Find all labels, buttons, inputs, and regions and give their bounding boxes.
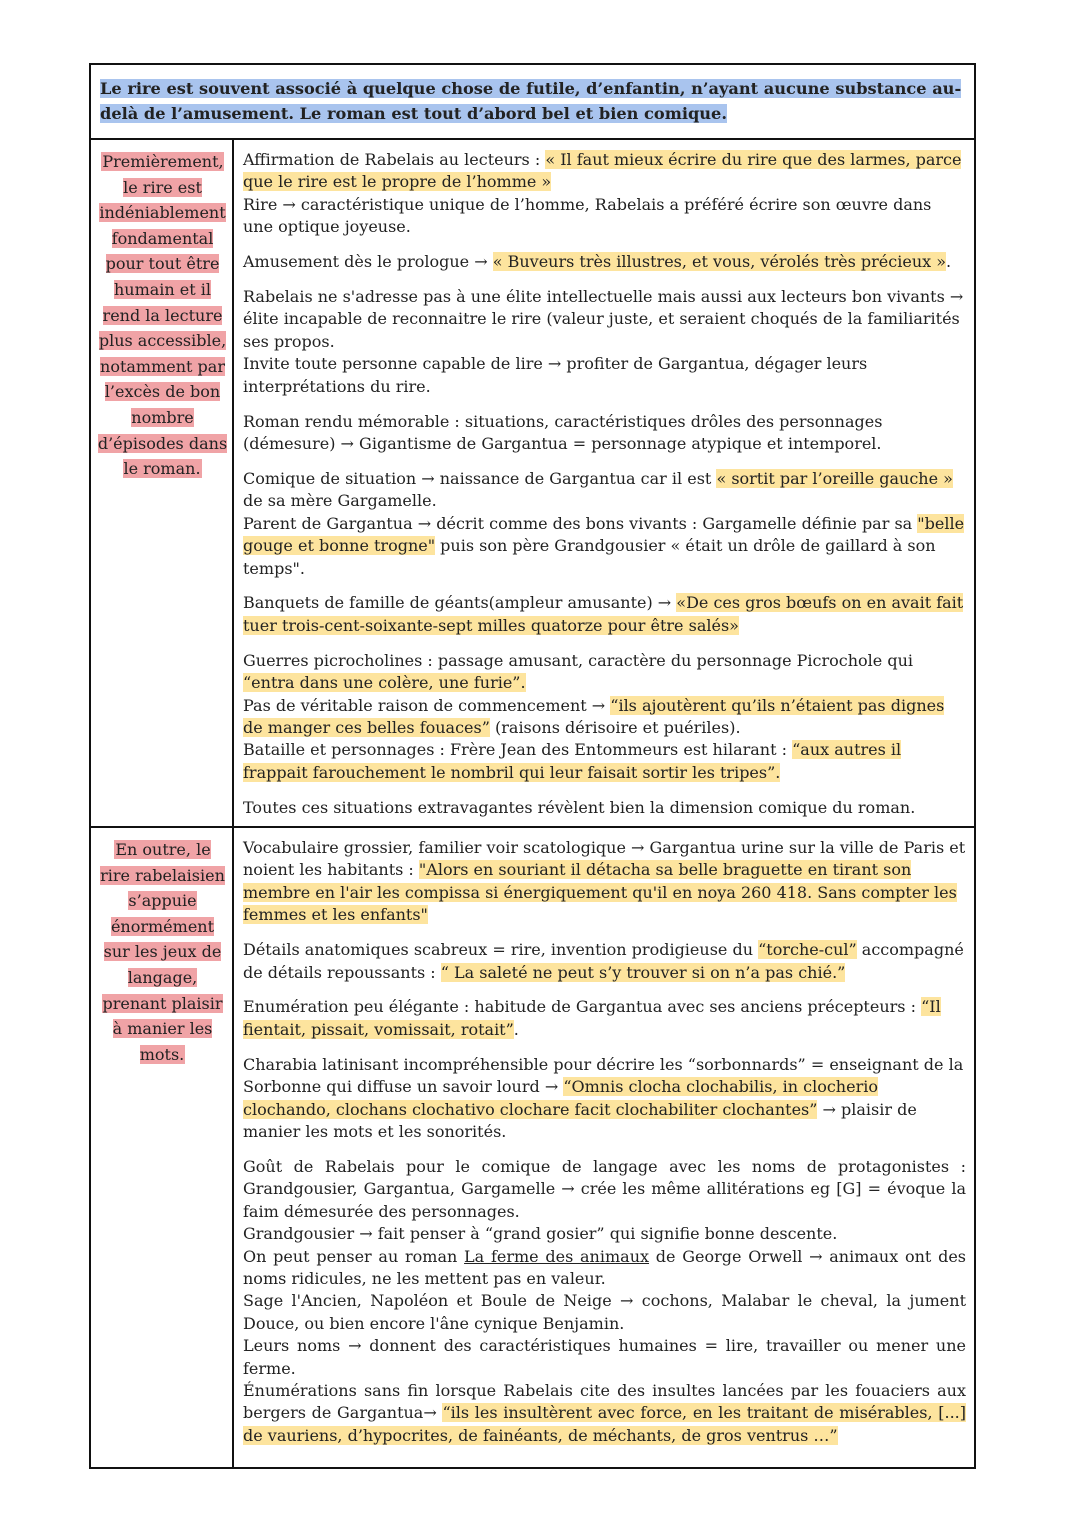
quote: “Omnis clocha clochabilis, in clocherio clochando, clochans clochativo clochare facit clochabiliter clochantes” xyxy=(243,1077,878,1119)
quote: « Il faut mieux écrire du rire que des larmes, parce que le rire est le propre de l’homme » xyxy=(243,150,962,192)
paragraph xyxy=(243,592,966,637)
text: Pas de véritable raison de commencement → xyxy=(243,695,611,715)
section1-content xyxy=(234,140,974,826)
quote: “entra dans une colère, une furie”. xyxy=(243,673,526,693)
quote: “ils ajoutèrent qu’ils n’étaient pas dignes de manger ces belles fouaces” xyxy=(243,695,945,737)
text: Banquets de famille de géants(ampleur amusante) → xyxy=(243,593,677,613)
text: Parent de Gargantua → décrit comme des bons vivants : Gargamelle définie par sa xyxy=(243,513,918,533)
text: . xyxy=(946,252,952,272)
text: Rabelais ne s'adresse pas à une élite intellectuelle mais aussi aux lecteurs bon vivants → élite incapable de reconnaitre le rire (valeur juste, et seraient choqués de la familiarités ses propos. xyxy=(243,287,964,351)
paragraph xyxy=(243,939,966,984)
paragraph xyxy=(243,411,966,456)
paragraph xyxy=(243,251,966,273)
text: Roman rendu mémorable : situations, caractéristiques drôles des personnages (démesure) → Gigantisme de Gargantua = personnage atypique et intemporel. xyxy=(243,411,883,453)
quote: “ils les insultèrent avec force, en les traitant de misérables, [...] de vauriens, d’hypocrites, de fainéants, de méchants, de gros ventrus …” xyxy=(243,1403,966,1445)
text: Leurs noms → donnent des caractéristiques humaines = lire, travailler ou mener une ferme. xyxy=(243,1336,966,1378)
text: Charabia latinisant incompréhensible pour décrire les “sorbonnards” = enseignant de la Sorbonne qui diffuse un savoir lourd → xyxy=(243,1054,964,1097)
text: Grandgousier → fait penser à “grand gosier” qui signifie bonne descente. xyxy=(243,1224,838,1244)
text: Comique de situation → naissance de Gargantua car il est xyxy=(243,468,717,488)
section1-summary-text: Premièrement, le rire est indéniablement fondamental pour tout être humain et il rend la lecture plus accessible, notamment par l’excès de bon nombre d’épisodes dans le roman. xyxy=(97,152,228,479)
section-wordplay xyxy=(91,828,974,1467)
document-table xyxy=(89,63,976,1469)
text: Enumération peu élégante : habitude de Gargantua avec ses anciens précepteurs : xyxy=(243,997,922,1017)
text: Affirmation de Rabelais au lecteurs : xyxy=(243,150,546,169)
text: . xyxy=(513,1019,519,1039)
quote: “ La saleté ne peut s’y trouver si on n’a pas chié.” xyxy=(440,962,846,982)
quote: « Buveurs très illustres, et vous, vérolés très précieux » xyxy=(492,252,947,272)
quote: "Alors en souriant il détacha sa belle braguette en tirant son membre en l'air les compissa si énergiquement qu'il en noya 260 418. Sans compter les femmes et les enfants" xyxy=(243,860,957,925)
quote: "belle gouge et bonne trogne" xyxy=(243,513,965,556)
text: Détails anatomiques scabreux = rire, invention prodigieuse du xyxy=(243,940,759,960)
paragraph xyxy=(243,149,966,239)
section2-summary xyxy=(91,828,234,1467)
paragraph xyxy=(243,650,966,784)
intro-header xyxy=(91,65,974,140)
text: → plaisir de manier les mots et les sonorités. xyxy=(243,1099,917,1141)
paragraph xyxy=(243,286,966,398)
paragraph xyxy=(243,837,966,927)
text: Guerres picrocholines : passage amusant, caractère du personnage Picrochole qui xyxy=(243,650,913,670)
paragraph xyxy=(243,1156,966,1447)
intro-text: Le rire est souvent associé à quelque chose de futile, d’enfantin, n’ayant aucune substance au- delà de l’amusement. Le roman est tout d’abord bel et bien comique. xyxy=(100,79,962,123)
quote: “torche-cul” xyxy=(758,940,857,960)
text: Énumérations sans fin lorsque Rabelais cite des insultes lancées par les fouaciers aux bergers de Gargantua→ xyxy=(243,1380,966,1423)
paragraph xyxy=(243,996,966,1041)
text: Amusement dès le prologue → xyxy=(243,252,493,272)
text: Bataille et personnages : Frère Jean des Entommeurs est hilarant : xyxy=(243,740,793,760)
quote: “Il fientait, pissait, vomissait, rotait” xyxy=(243,997,941,1039)
text: Vocabulaire grossier, familier voir scatologique → Gargantua urine sur la ville de Paris et noient les habitants : xyxy=(243,838,966,880)
paragraph xyxy=(243,797,966,819)
quote: «De ces gros bœufs on en avait fait tuer trois-cent-soixante-sept milles quatorze pour être salés» xyxy=(243,593,964,635)
text: de George Orwell → animaux ont des noms ridicules, ne les mettent pas en valeur. xyxy=(243,1246,967,1288)
text: Sage l'Ancien, Napoléon et Boule de Neige → cochons, Malabar le cheval, la jument Douce, ou bien encore l'âne cynique Benjamin. xyxy=(243,1291,966,1333)
paragraph xyxy=(243,1054,966,1144)
text: de sa mère Gargamelle. xyxy=(243,491,437,511)
text: (raisons dérisoire et puériles). xyxy=(489,717,741,737)
book-title: La ferme des animaux xyxy=(464,1246,650,1266)
text: On peut penser au roman xyxy=(243,1246,465,1266)
section2-content xyxy=(234,828,974,1467)
text: puis son père Grandgousier « était un drôle de gaillard à son temps". xyxy=(243,536,936,578)
quote: « sortit par l’oreille gauche » xyxy=(716,468,953,488)
text: Goût de Rabelais pour le comique de langage avec les noms de protagonistes : Grandgousier, Gargantua, Gargamelle → crée les même allitérations eg [G] = évoque la faim démesurée des personnages. xyxy=(243,1156,966,1221)
section-comic-situations xyxy=(91,140,974,828)
text: accompagné de détails repoussants : xyxy=(243,940,964,982)
paragraph xyxy=(243,468,966,580)
section1-summary xyxy=(91,140,234,826)
text: Invite toute personne capable de lire → profiter de Gargantua, dégager leurs interprétations du rire. xyxy=(243,354,868,396)
section2-summary-text: En outre, le rire rabelaisien s’appuie énormément sur les jeux de langage, prenant plaisir à manier les mots. xyxy=(100,840,225,1064)
text: Toutes ces situations extravagantes révèlent bien la dimension comique du roman. xyxy=(243,797,916,817)
quote: “aux autres il frappait farouchement le nombril qui leur faisait sortir les tripes”. xyxy=(243,740,902,782)
text: Rire → caractéristique unique de l’homme, Rabelais a préféré écrire son œuvre dans une optique joyeuse. xyxy=(243,194,932,237)
